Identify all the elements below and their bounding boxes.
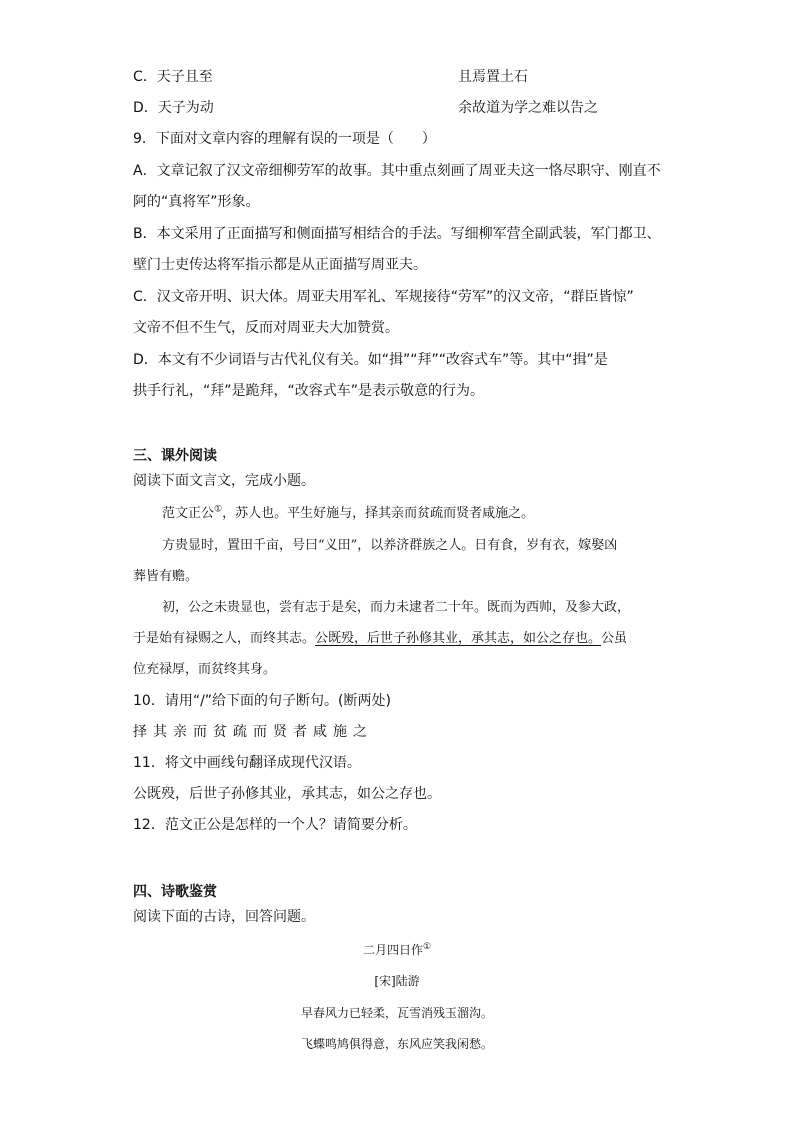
q10-sentence: 择其亲而贫疏而贤者咸施之	[133, 724, 373, 740]
passage-p1-rest: ，苏人也。平生好施与，择其亲而贫疏而贤者咸施之。	[222, 506, 535, 521]
poem-footnote-marker: ①	[422, 942, 432, 952]
poem-line-2: 飞蝶鸣鸠俱得意，东风应笑我闲愁。	[300, 1037, 493, 1051]
poem-title	[0, 940, 794, 960]
section3-title: 三、课外阅读	[133, 448, 217, 464]
q8-option-d-left: D．天子为动	[133, 100, 214, 116]
q8-option-d-right: 余故道为学之难以告之	[458, 100, 598, 116]
q9-option-c-line1: C．汉文帝开明、识大体。周亚夫用军礼、军规接待“劳军”的汉文帝，“群臣皆惊”	[133, 289, 634, 305]
q9-option-d-line1: D．本文有不少词语与古代礼仪有关。如“揖”“拜”“改容式车”等。其中“揖”是	[133, 352, 608, 368]
passage-p1-name: 范文正公	[162, 506, 215, 521]
passage-paragraph-3-line3: 位充禄厚，而贫终其身。	[133, 662, 277, 677]
q9-stem: 9．下面对文章内容的理解有误的一项是（ ）	[133, 131, 436, 147]
q9-option-b-line2: 壁门士吏传达将军指示都是从正面描写周亚夫。	[133, 257, 427, 273]
section4-title: 四、诗歌鉴赏	[133, 884, 217, 900]
q9-option-a-line2: 阿的“真将军”形象。	[133, 194, 260, 210]
passage-p3-end: 公虽	[601, 631, 628, 646]
q9-option-b-line1: B．本文采用了正面描写和侧面描写相结合的手法。写细柳军营全副武装，军门都卫、	[133, 226, 661, 242]
q11-stem: 11．将文中画线句翻译成现代汉语。	[133, 755, 361, 771]
section4-intro: 阅读下面的古诗，回答问题。	[133, 909, 315, 925]
section3-intro: 阅读下面文言文，完成小题。	[133, 473, 315, 489]
passage-paragraph-1	[162, 504, 534, 524]
q8-option-d	[133, 98, 598, 118]
passage-paragraph-3-line1: 初，公之未贵显也，尝有志于是矣，而力未逮者二十年。既而为西帅，及参大政，	[162, 600, 631, 615]
q11-sentence: 公既殁，后世子孙修其业，承其志，如公之存也。	[133, 786, 441, 802]
passage-paragraph-3-line2	[133, 629, 627, 649]
q9-option-d-line2: 拱手行礼，“拜”是跪拜，“改容式车”是表示敬意的行为。	[133, 383, 485, 399]
poem-line-1: 早春风力已轻柔，瓦雪消残玉溜沟。	[300, 1006, 493, 1020]
footnote-marker: ①	[214, 504, 223, 515]
q9-option-a-line1: A．文章记叙了汉文帝细柳劳军的故事。其中重点刻画了周亚夫这一恪尽职守、刚直不	[133, 163, 661, 179]
q10-stem: 10．请用“/”给下面的句子断句。(断两处)	[133, 693, 391, 709]
poem-title-text: 二月四日作	[362, 943, 423, 957]
passage-paragraph-2-line2: 葬皆有赡。	[133, 569, 199, 584]
passage-underlined-sentence: 公既殁，后世子孙修其业，承其志，如公之存也。	[315, 631, 602, 646]
q8-option-c-right: 且焉置土石	[458, 69, 528, 85]
passage-p3-plain: 于是始有禄赐之人，而终其志。	[133, 631, 316, 646]
q8-option-c	[133, 67, 528, 87]
poem-author: [宋]陆游	[374, 974, 420, 988]
q12-stem: 12．范文正公是怎样的一个人？请简要分析。	[133, 817, 417, 833]
q9-option-c-line2: 文帝不但不生气，反而对周亚夫大加赞赏。	[133, 320, 399, 336]
q8-option-c-left: C．天子且至	[133, 69, 213, 85]
passage-paragraph-2-line1: 方贵显时，置田千亩，号曰“义田”，以养济群族之人。日有食，岁有衣，嫁娶凶	[162, 538, 618, 553]
